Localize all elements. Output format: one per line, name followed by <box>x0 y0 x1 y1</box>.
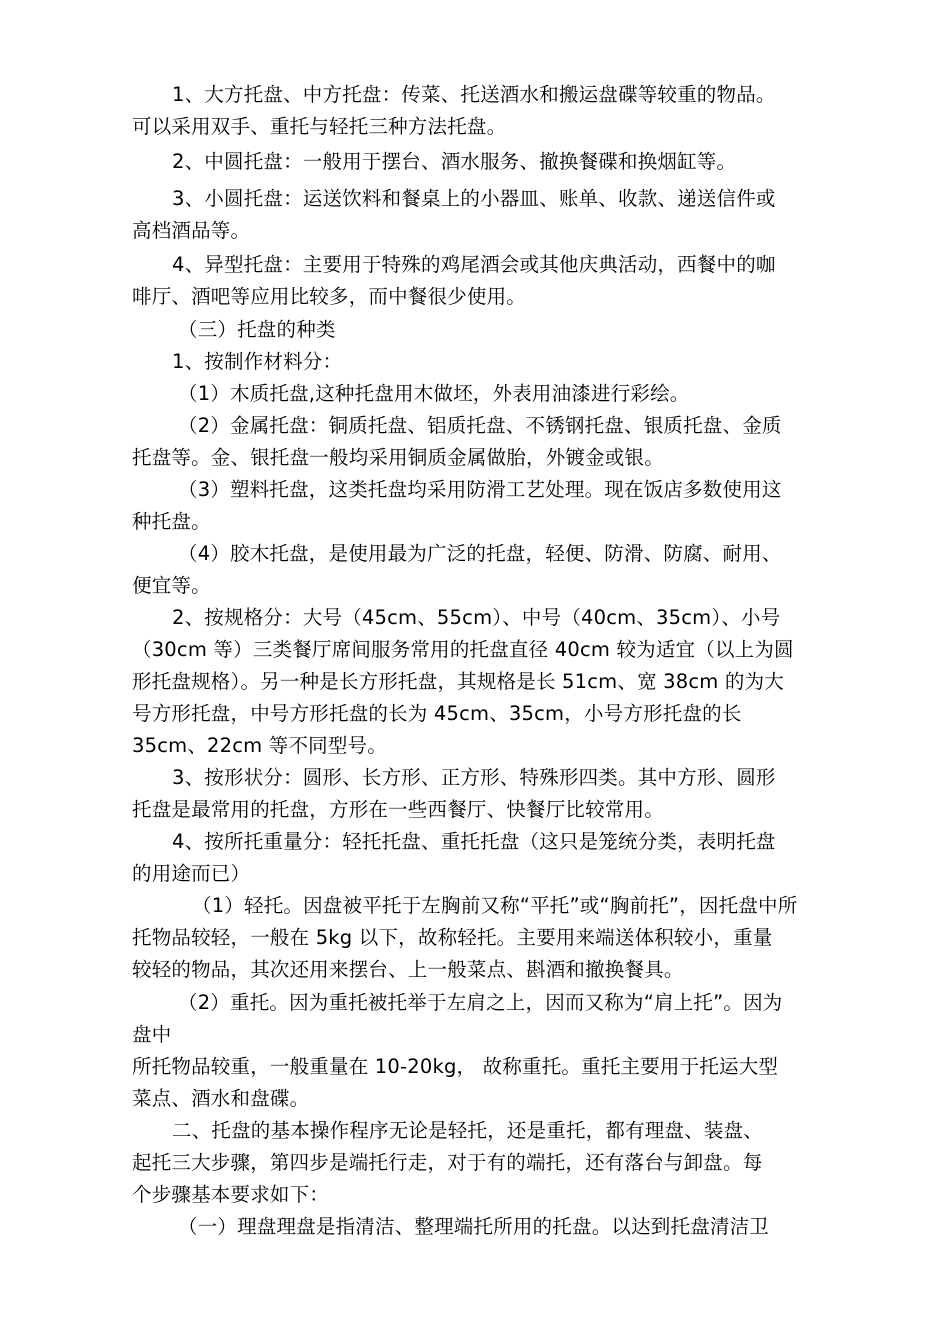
text-line: （30cm 等）三类餐厅席间服务常用的托盘直径 40cm 较为适宜（以上为圆 <box>132 638 794 661</box>
text-line: 3、按形状分：圆形、长方形、正方形、特殊形四类。其中方形、圆形 <box>172 766 776 789</box>
text-line: 1、大方托盘、中方托盘：传菜、托送酒水和搬运盘碟等较重的物品。 <box>172 83 776 106</box>
section-heading: （三）托盘的种类 <box>178 318 336 341</box>
text-line: 起托三大步骤，第四步是端托行走，对于有的端托，还有落台与卸盘。每 <box>132 1151 763 1174</box>
text-line: 种托盘。 <box>132 510 211 533</box>
section-heading: 二、托盘的基本操作程序无论是轻托，还是重托，都有理盘、装盘、 <box>172 1119 764 1142</box>
text-line: 2、中圆托盘：一般用于摆台、酒水服务、撤换餐碟和换烟缸等。 <box>172 150 737 173</box>
text-line: 所托物品较重，一般重量在 10-20kg， 故称重托。重托主要用于托运大型 <box>132 1055 779 1078</box>
text-line: （1）木质托盘,这种托盘用木做坯，外表用油漆进行彩绘。 <box>178 382 690 405</box>
text-line: 3、小圆托盘：运送饮料和餐桌上的小器皿、账单、收款、递送信件或 <box>172 187 776 210</box>
text-line: 35cm、22cm 等不同型号。 <box>132 734 387 757</box>
text-line: 高档酒品等。 <box>132 219 251 242</box>
text-line: （4）胶木托盘，是使用最为广泛的托盘，轻便、防滑、防腐、耐用、 <box>178 542 782 565</box>
text-line: 2、按规格分：大号（45cm、55cm）、中号（40cm、35cm）、小号 <box>172 606 781 629</box>
text-line: 个步骤基本要求如下： <box>132 1183 330 1206</box>
text-line: 1、按制作材料分： <box>172 350 343 373</box>
text-line: （2）金属托盘：铜质托盘、铝质托盘、不锈钢托盘、银质托盘、金质 <box>178 414 782 437</box>
text-line: 托物品较轻，一般在 5kg 以下，故称轻托。主要用来端送体积较小，重量 <box>132 926 773 949</box>
text-line: 菜点、酒水和盘碟。 <box>132 1087 310 1110</box>
text-line: （3）塑料托盘，这类托盘均采用防滑工艺处理。现在饭店多数使用这 <box>178 478 782 501</box>
text-line: 号方形托盘，中号方形托盘的长为 45cm、35cm，小号方形托盘的长 <box>132 702 742 725</box>
text-line: 便宜等。 <box>132 574 211 597</box>
text-line: 的用途而已） <box>132 862 251 885</box>
text-line: 托盘等。金、银托盘一般均采用铜质金属做胎，外镀金或银。 <box>132 446 664 469</box>
text-line: 形托盘规格）。另一种是长方形托盘，其规格是长 51cm、宽 38cm 的为大 <box>132 670 785 693</box>
text-line: 啡厅、酒吧等应用比较多，而中餐很少使用。 <box>132 285 527 308</box>
text-line: 4、按所托重量分：轻托托盘、重托托盘（这只是笼统分类，表明托盘 <box>172 830 776 853</box>
text-line: 可以采用双手、重托与轻托三种方法托盘。 <box>132 115 507 138</box>
text-line: （2）重托。因为重托被托举于左肩之上，因而又称为“肩上托”。因为 <box>178 991 783 1014</box>
text-line: 盘中 <box>132 1023 172 1046</box>
text-line: 托盘是最常用的托盘，方形在一些西餐厅、快餐厅比较常用。 <box>132 798 664 821</box>
text-line: （1）轻托。因盘被平托于左胸前又称“平托”或“胸前托”，因托盘中所 <box>192 894 798 917</box>
section-heading: （一）理盘理盘是指清洁、整理端托所用的托盘。以达到托盘清洁卫 <box>178 1215 770 1238</box>
text-line: 4、异型托盘：主要用于特殊的鸡尾酒会或其他庆典活动，西餐中的咖 <box>172 253 776 276</box>
text-line: 较轻的物品，其次还用来摆台、上一般菜点、斟酒和撤换餐具。 <box>132 958 684 981</box>
